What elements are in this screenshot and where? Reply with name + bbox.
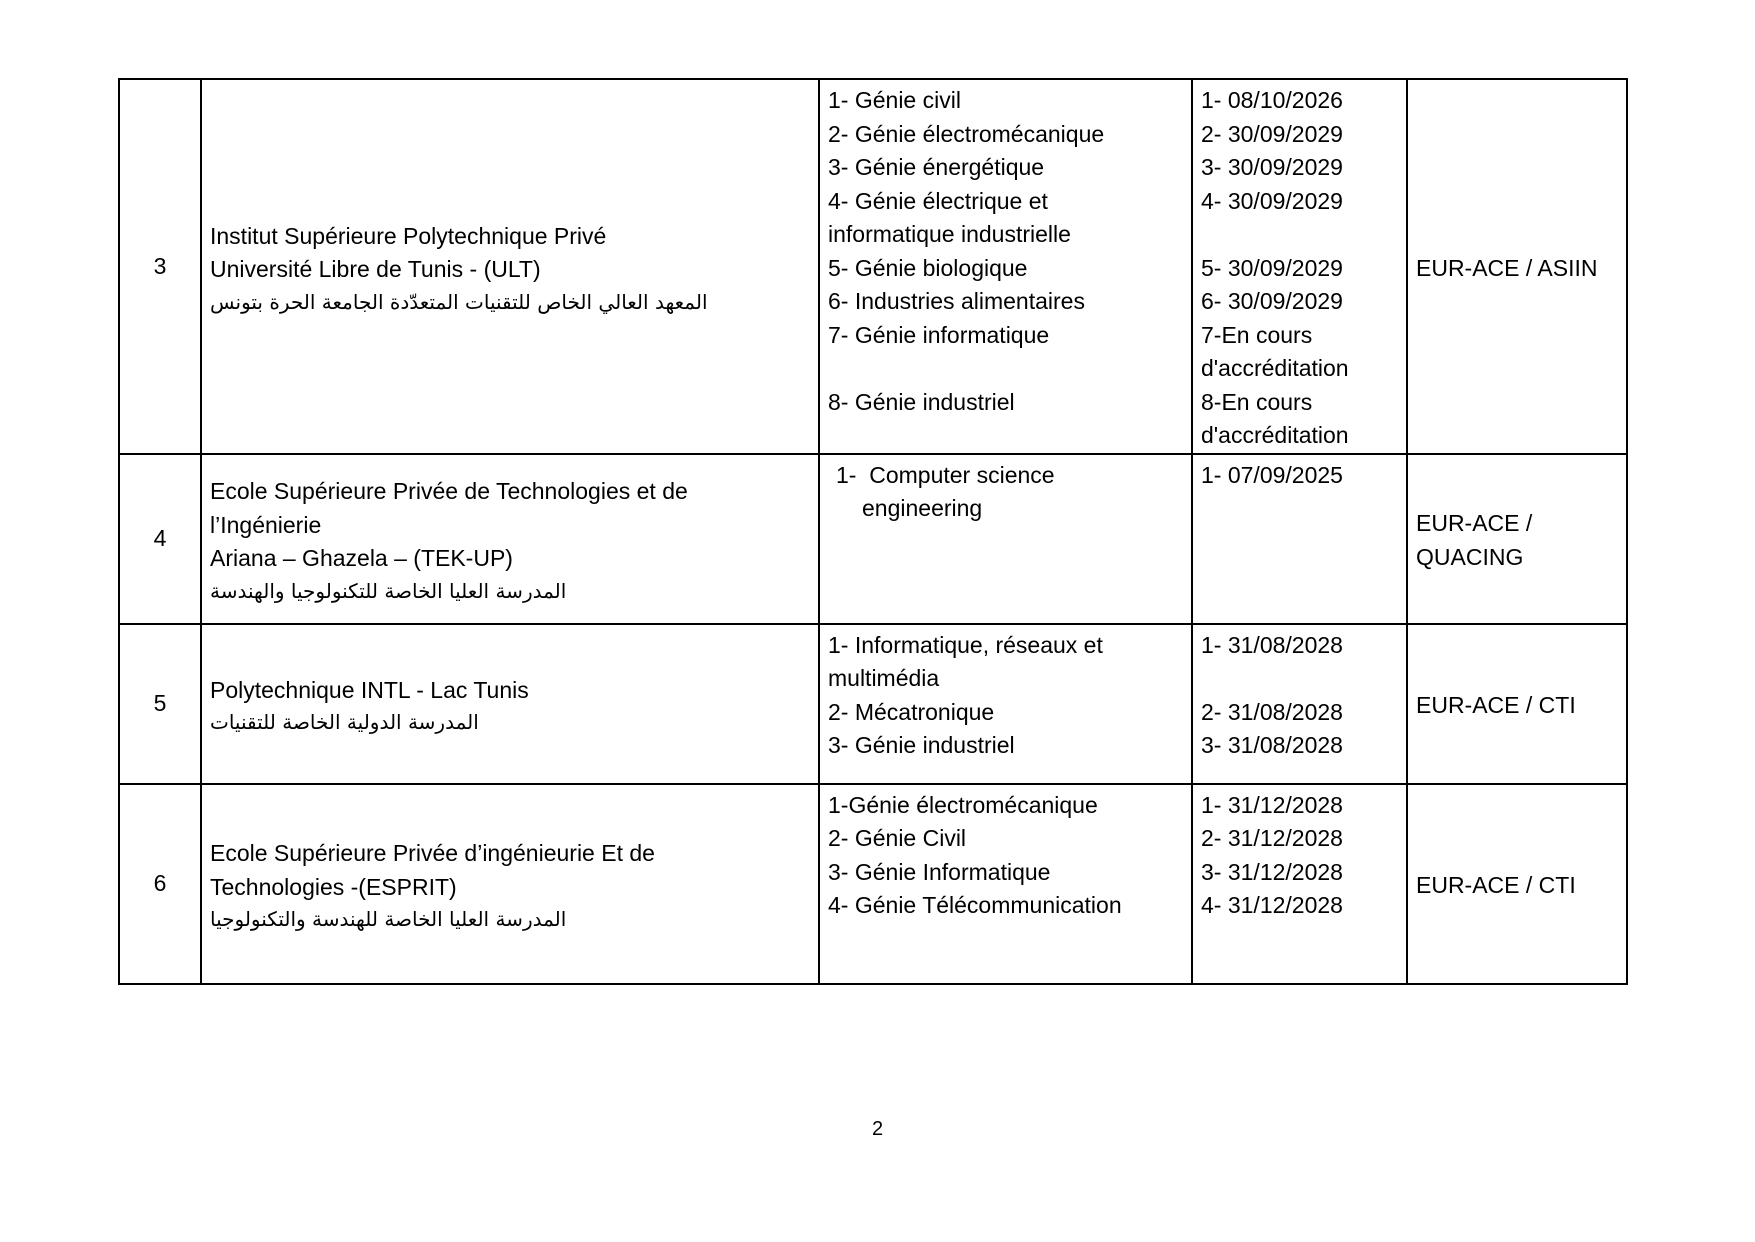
institution-name-line: Institut Supérieure Polytechnique Privé [210,222,607,249]
table-row [119,624,1627,784]
program-item: 2- Génie électromécanique [828,120,1105,147]
program-item: 4- Génie Télécommunication [828,892,1122,918]
programs-cell [819,624,1192,784]
date-item: 3- 30/09/2029 [1201,154,1343,180]
program-item: 5- Génie biologique [828,254,1028,281]
date-item: d'accréditation [1201,422,1349,448]
accreditation-table [118,78,1628,985]
program-item: engineering [862,495,983,521]
program-item: 3- Génie énergétique [828,154,1045,180]
date-item: 2- 31/12/2028 [1201,825,1343,851]
date-item: 3- 31/08/2028 [1201,732,1343,758]
program-item: 6- Industries alimentaires [828,288,1085,314]
row-number: 5 [119,624,201,784]
row-number: 3 [119,79,201,454]
program-item: 3- Génie industriel [828,732,1015,758]
dates-cell [1192,79,1407,454]
programs-cell [819,784,1192,984]
institution-cell [201,454,819,624]
accreditation-label-cell [1407,79,1627,454]
date-item: 2- 30/09/2029 [1201,120,1343,147]
institution-name-line: Polytechnique INTL - Lac Tunis [210,676,529,703]
date-item: d'accréditation [1201,355,1349,381]
program-item: 8- Génie industriel [828,388,1015,415]
institution-cell [201,784,819,984]
table-row [119,454,1627,624]
accreditation-label-cell [1407,624,1627,784]
table-row [119,79,1627,454]
accreditation-label: EUR-ACE / CTI [1416,691,1576,718]
program-item: 1- Génie civil [828,87,961,113]
accreditation-label-cell [1407,784,1627,984]
institution-name-line: Ariana – Ghazela – (TEK-UP) [210,545,513,572]
program-item: 2- Mécatronique [828,698,995,725]
accreditation-label-cell [1407,454,1627,624]
institution-name-line: Technologies -(ESPRIT) [210,873,457,900]
programs-cell [819,454,1192,624]
institution-arabic-name: المدرسة الدولية الخاصة للتقنيات [210,710,479,735]
date-item: 1- 08/10/2026 [1201,87,1343,113]
accreditation-label: EUR-ACE / [1416,510,1533,536]
date-item: 8-En cours [1201,388,1313,415]
date-item: 4- 30/09/2029 [1201,187,1343,214]
row-number: 6 [119,784,201,984]
dates-cell [1192,784,1407,984]
dates-cell [1192,624,1407,784]
program-item: 1- Informatique, réseaux et [828,631,1103,658]
program-item: 7- Génie informatique [828,321,1050,348]
date-item: 1- 31/08/2028 [1201,631,1343,658]
accreditation-label: EUR-ACE / CTI [1416,871,1576,898]
institution-name-line: l’Ingénierie [210,511,322,538]
date-item: 7-En cours [1201,321,1313,348]
accreditation-label: QUACING [1416,543,1524,570]
date-item: 2- 31/08/2028 [1201,698,1343,725]
program-item: informatique industrielle [828,221,1071,247]
program-item: 3- Génie Informatique [828,858,1051,885]
date-item: 1- 31/12/2028 [1201,791,1343,818]
institution-name-line: Ecole Supérieure Privée de Technologies et de [210,478,688,505]
date-item: 3- 31/12/2028 [1201,858,1343,885]
institution-name-line: Ecole Supérieure Privée d’ingénieurie Et de [210,840,655,866]
program-item: 2- Génie Civil [828,825,967,851]
table-row [119,784,1627,984]
date-item: 4- 31/12/2028 [1201,892,1343,918]
page-number: 2 [871,1118,884,1140]
dates-cell [1192,454,1407,624]
date-item: 1- 07/09/2025 [1201,461,1343,488]
date-item: 5- 30/09/2029 [1201,254,1343,281]
program-item: 4- Génie électrique et [828,187,1048,214]
institution-cell [201,624,819,784]
institution-name-line: Université Libre de Tunis - (ULT) [210,256,541,283]
institution-arabic-name: المدرسة العليا الخاصة للهندسة والتكنولوجيا [210,907,567,931]
row-number: 4 [119,454,201,624]
program-item: multimédia [828,665,940,691]
date-item: 6- 30/09/2029 [1201,288,1343,314]
institution-arabic-name: المعهد العالي الخاص للتقنيات المتعدّدة الجامعة الحرة بتونس [210,289,708,314]
accreditation-label: EUR-ACE / ASIIN [1416,254,1598,281]
program-item: 1-Génie électromécanique [828,791,1098,818]
programs-cell [819,79,1192,454]
institution-cell [201,79,819,454]
program-item: 1- Computer science [836,461,1055,488]
institution-arabic-name: المدرسة العليا الخاصة للتكنولوجيا والهندسة [210,578,567,603]
